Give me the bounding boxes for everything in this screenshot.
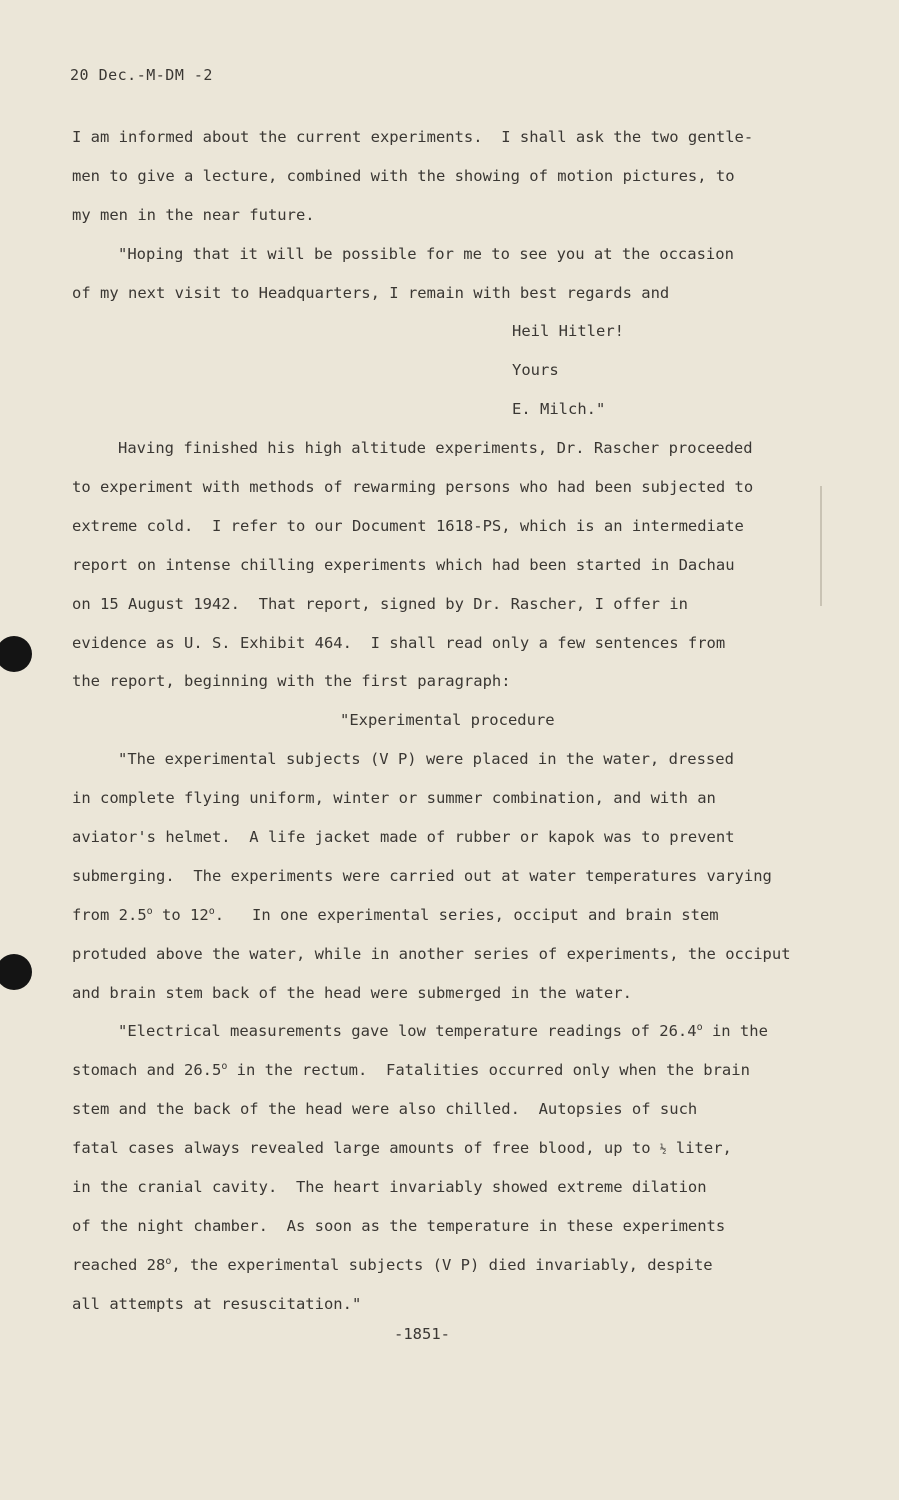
degree-symbol: o — [165, 1255, 172, 1267]
letter-closing: Yours — [512, 361, 559, 380]
text-line: men to give a lecture, combined with the showing of motion pictures, to — [72, 166, 735, 185]
text-line: "The experimental subjects (V P) were placed in the water, dressed — [118, 750, 734, 769]
text-line: to experiment with methods of rewarming persons who had been subjected to — [72, 478, 754, 497]
text-line: and brain stem back of the head were submerged in the water. — [72, 983, 632, 1002]
text-line-measurements: "Electrical measurements gave low temperature readings of 26.4$^o$ in the — [118, 1022, 768, 1041]
page-number: -1851- — [394, 1325, 450, 1343]
letter-signature: E. Milch." — [512, 400, 606, 419]
text-line: I am informed about the current experiments. I shall ask the two gentle- — [72, 128, 754, 146]
text-line: Having finished his high altitude experiments, Dr. Rascher proceeded — [118, 439, 753, 458]
text-line: of the night chamber. As soon as the temperature in these experiments — [72, 1216, 726, 1235]
text-line: my men in the near future. — [72, 205, 315, 224]
text-line: protuded above the water, while in another series of experiments, the occiput — [72, 944, 791, 963]
text-line: submerging. The experiments were carried out at water temperatures varying — [72, 866, 772, 885]
text-line: in complete flying uniform, winter or summer combination, and with an — [72, 789, 716, 808]
transcript-body — [72, 118, 832, 1324]
text-line: the report, beginning with the first paragraph: — [72, 672, 511, 691]
degree-symbol: o — [146, 905, 153, 917]
text-line: on 15 August 1942. That report, signed by Dr. Rascher, I offer in — [72, 594, 688, 613]
text-line: all attempts at resuscitation." — [72, 1294, 362, 1313]
text-line: extreme cold. I refer to our Document 1618-PS, which is an intermediate — [72, 516, 744, 535]
text-line: in the cranial cavity. The heart invariably showed extreme dilation — [72, 1178, 707, 1197]
text-line: aviator's helmet. A life jacket made of rubber or kapok was to prevent — [72, 828, 735, 847]
text-line: stem and the back of the head were also chilled. Autopsies of such — [72, 1100, 698, 1119]
text-line: "Hoping that it will be possible for me to see you at the occasion — [118, 244, 734, 263]
punch-hole — [0, 954, 32, 990]
page-header: 20 Dec.-M-DM -2 — [70, 66, 213, 84]
punch-hole — [0, 636, 32, 672]
text-line: fatal cases always revealed large amounts of free blood, up to ½ liter, — [72, 1139, 732, 1158]
half-fraction: ½ — [659, 1142, 667, 1156]
letter-closing: Heil Hitler! — [512, 322, 624, 341]
degree-symbol: o — [208, 905, 215, 917]
text-line: reached 28$^o$, the experimental subjects (V P) died invariably, despite — [72, 1255, 713, 1274]
degree-symbol: o — [221, 1061, 228, 1073]
text-line-temperatures: from 2.5$^o$ to 12$^o$. In one experimental series, occiput and brain stem — [72, 905, 719, 924]
degree-symbol: o — [696, 1022, 703, 1034]
text-line: stomach and 26.5$^o$ in the rectum. Fatalities occurred only when the brain — [72, 1061, 750, 1080]
text-line: report on intense chilling experiments which had been started in Dachau — [72, 555, 735, 574]
section-heading: "Experimental procedure — [340, 711, 555, 730]
text-line: evidence as U. S. Exhibit 464. I shall read only a few sentences from — [72, 633, 726, 652]
text-line: of my next visit to Headquarters, I remain with best regards and — [72, 283, 670, 302]
